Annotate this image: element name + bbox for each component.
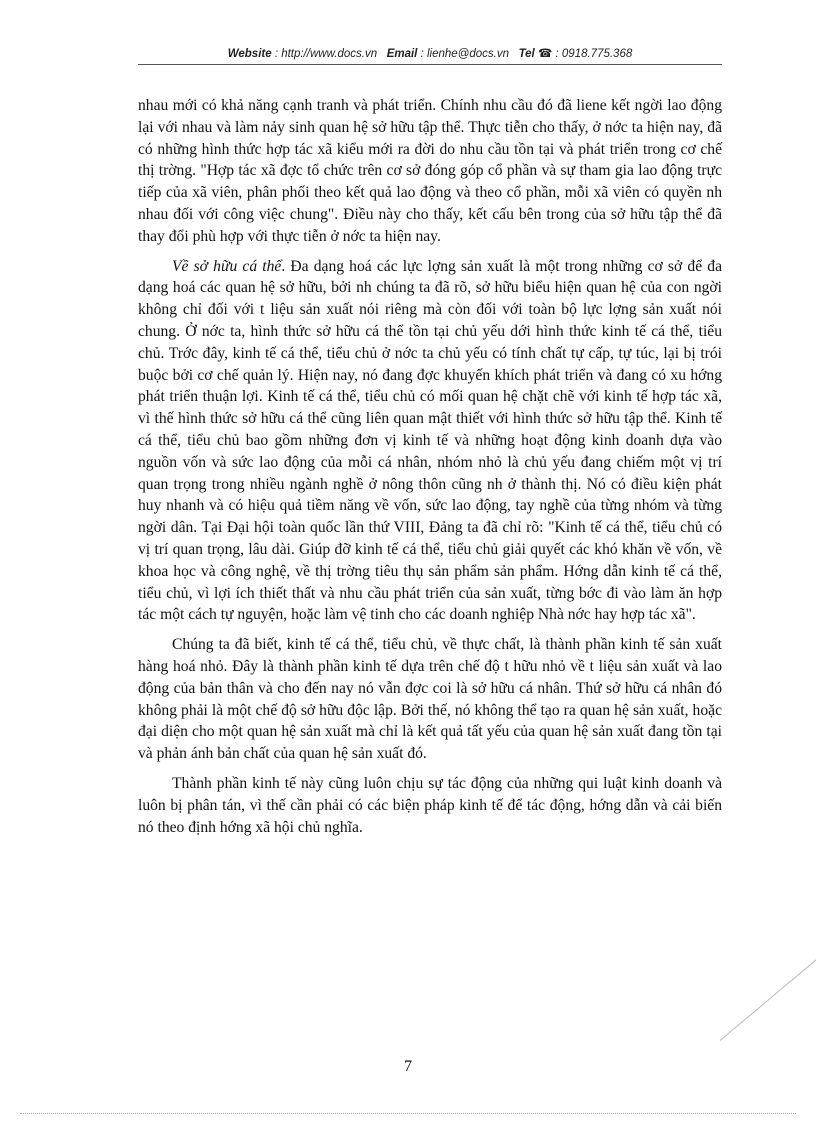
paragraph-4-text: Thành phần kinh tế này cũng luôn chịu sự tác động của những qui luật kinh doanh và luôn bị phân tán, vì thế cần phải có các biện pháp kinh tế để tác động, hớng dẫn và cải biến nó theo định hớng xã hội chủ nghĩa. [138, 774, 722, 836]
paragraph-4 [138, 773, 722, 838]
website-label: Website [227, 48, 272, 60]
corner-fold-line [720, 957, 816, 1041]
tel-value: : 0918.775.368 [555, 48, 633, 60]
paragraph-3-text: Chúng ta đã biết, kinh tế cá thể, tiểu chủ, về thực chất, là thành phần kinh tế sản xuất hàng hoá nhỏ. Đây là thành phần kinh tế dựa trên chế độ t hữu nhỏ về t liệu sản xuất và lao động của bản thân và cho đến nay nó vẫn đợc coi là sở hữu cá nhân. Thứ sở hữu cá nhân đó không phải là một chế độ sở hữu độc lập. Bởi thế, nó không thể tạo ra quan hệ sản xuất, hoặc đại diện cho một quan hệ sản xuất mà chỉ là kết quả tất yếu của quan hệ sản xuất đang tồn tại và phản ánh bản chất của quan hệ sản xuất đó. [138, 636, 722, 763]
paragraph-1 [138, 95, 722, 248]
page-header [138, 46, 722, 60]
paragraph-2 [138, 256, 722, 627]
email-label: Email [386, 48, 418, 60]
paragraph-1-text: nhau mới có khả năng cạnh tranh và phát triển. Chính nhu cầu đó đã liene kết ngời lao động lại với nhau và làm nảy sinh quan hệ sở hữu tập thể. Thực tiễn cho thấy, ở nớc ta hiện nay, đã có những hình thức hợp tác xã kiểu mới ra đời do nhu cầu tồn tại và phát triển trong cơ chế thị trờng. "Hợp tác xã đợc tổ chức trên cơ sở đóng góp cổ phần và sự tham gia lao động trực tiếp của xã viên, phân phối theo kết quả lao động và theo cổ phần, mỗi xã viên có quyền nh nhau đối với công việc chung". Điều này cho thấy, kết cấu bên trong của sở hữu tập thể đã thay đổi phù hợp với thực tiễn ở nớc ta hiện nay. [138, 97, 722, 245]
paragraph-2-text: . Đa dạng hoá các lực lợng sản xuất là một trong những cơ sở để đa dạng hoá các quan hệ sở hữu, bởi nh chúng ta đã rõ, sở hữu biểu hiện quan hệ của con ngời không chỉ đối với t liệu sản xuất nói riêng mà còn đối với toàn bộ lực lợng sản xuất nói chung. Ở nớc ta, hình thức sở hữu cá thể tồn tại chủ yếu dới hình thức kinh tế cá thể, tiểu chủ. Trớc đây, kinh tế cá thể, tiểu chủ ở nớc ta chủ yếu có tính chất tự cấp, tự túc, lại bị trói buộc bởi cơ chế quản lý. Hiện nay, nó đang đợc khuyến khích phát triển và đang có xu hớng phát triển thuận lợi. Kinh tế cá thể, tiểu chủ có mối quan hệ chặt chẽ với kinh tế hợp tác xã, vì thế hình thức sở hữu cá thể cũng liên quan mật thiết với hình thức sở hữu tập thể. Kinh tế cá thể, tiểu chủ bao gồm những đơn vị kinh tế và những hoạt động kinh doanh dựa vào nguồn vốn và sức lao động của mỗi cá nhân, nhóm nhỏ là chủ yếu đang chiếm một vị trí quan trọng trong nhiều ngành nghề ở nông thôn cũng nh ở thành thị. Nó có điều kiện phát huy nhanh và có hiệu quả tiềm năng về vốn, sức lao động, tay nghề của từng nhóm và từng ngời dân. Tại Đại hội toàn quốc lần thứ VIII, Đảng ta đã chỉ rõ: "Kinh tế cá thể, tiểu chủ có vị trí quan trọng, lâu dài. Giúp đỡ kinh tế cá thể, tiểu chủ giải quyết các khó khăn về vốn, về khoa học và công nghệ, về thị trờng tiêu thụ sản phẩm sản phẩm. Hớng dẫn kinh tế cá thể, tiểu chủ, vì lợi ích thiết thất và nhu cầu phát triển của sản xuất, từng bớc đi vào làm ăn hợp tác một cách tự nguyện, hoặc làm vệ tinh cho các doanh nghiệp Nhà nớc hay hợp tác xã". [138, 257, 722, 624]
paragraph-3 [138, 634, 722, 765]
header-divider [138, 64, 722, 65]
email-value: : lienhe@docs.vn [420, 48, 509, 60]
phone-icon: ☎ [537, 48, 553, 60]
paragraph-2-lead: Về sở hữu cá thể [172, 257, 282, 275]
tel-label: Tel [518, 48, 535, 60]
website-value: : http://www.docs.vn [274, 48, 378, 60]
footer-dotted-divider [20, 1113, 796, 1114]
document-body [138, 95, 722, 846]
page-number: 7 [404, 1058, 412, 1075]
